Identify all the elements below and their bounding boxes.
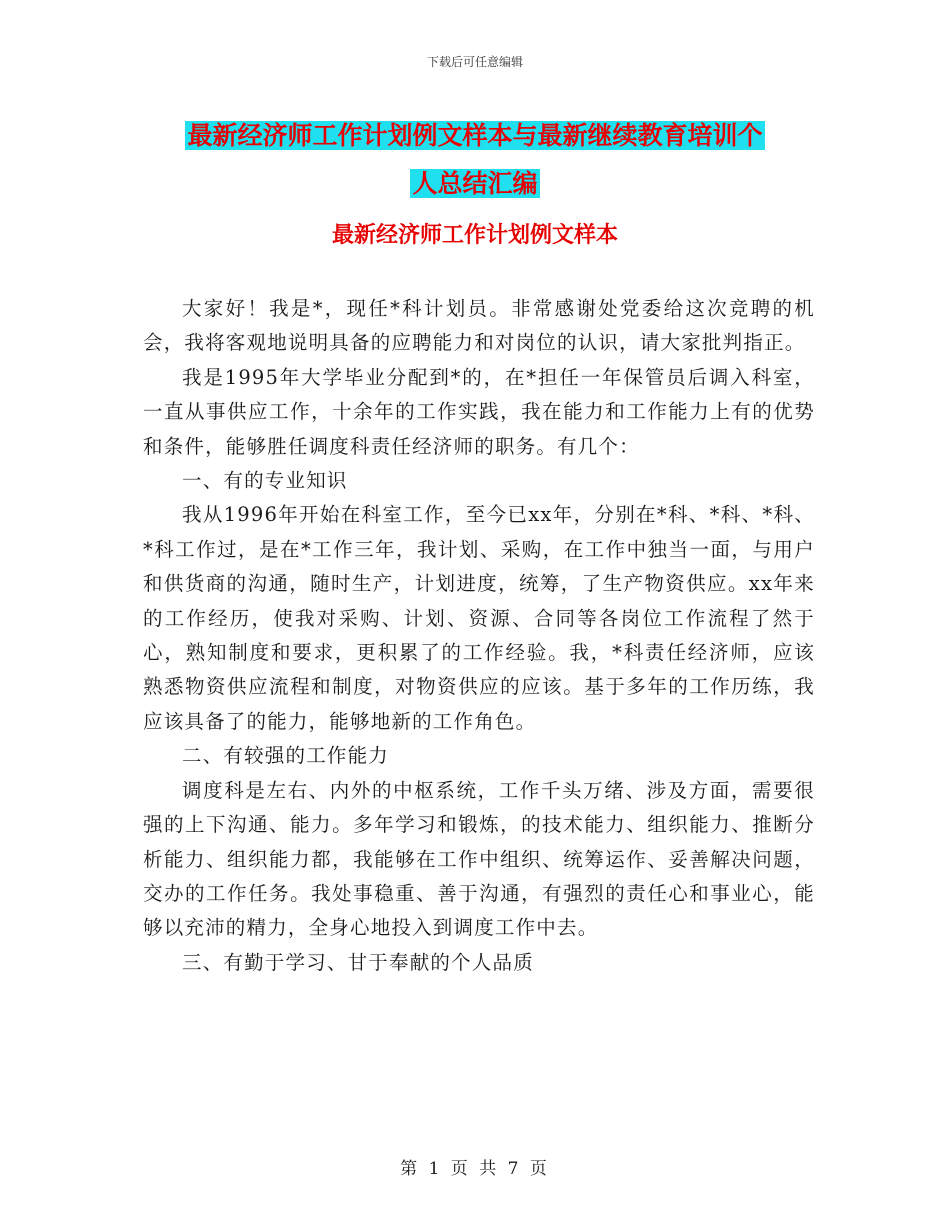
- document-title-line-2: 人总结汇编: [412, 169, 538, 198]
- paragraph-experience: 我从1996年开始在科室工作，至今已xx年，分别在*科、*科、*科、*科工作过，是在*工作三年，我计划、采购，在工作中独当一面，与用户和供货商的沟通，随时生产，计划进度，统筹，了生产物资供应。xx年来的工作经历，使我对采购、计划、资源、合同等各岗位工作流程了然于心，熟知制度和要求，更积累了的工作经验。我，*科责任经济师，应该熟悉物资供应流程和制度，对物资供应的应该。基于多年的工作历练，我应该具备了的能力，能够地新的工作角色。: [143, 503, 815, 733]
- header-note: 下载后可任意编辑: [426, 55, 523, 69]
- subheading-ability: 二、有较强的工作能力: [182, 744, 390, 768]
- paragraph-ability: 调度科是左右、内外的中枢系统，工作千头万绪、涉及方面，需要很强的上下沟通、能力。多年学习和锻炼，的技术能力、组织能力、推断分析能力、组织能力都，我能够在工作中组织、统筹运作、妥善解决问题，交办的工作任务。我处事稳重、善于沟通，有强烈的责任心和事业心，能够以充沛的精力，全身心地投入到调度工作中去。: [143, 778, 815, 940]
- document-title: [0, 112, 950, 208]
- subheading-knowledge: 一、有的专业知识: [182, 469, 348, 493]
- document-title-line-1: 最新经济师工作计划例文样本与最新继续教育培训个: [187, 121, 763, 150]
- subheading-qualities: 三、有勤于学习、甘于奉献的个人品质: [182, 950, 534, 974]
- page-footer: 第 1 页 共 7 页: [400, 1159, 550, 1179]
- section-title: 最新经济师工作计划例文样本: [331, 222, 618, 248]
- paragraph-greeting: 大家好！我是*，现任*科计划员。非常感谢处党委给这次竞聘的机会，我将客观地说明具备的应聘能力和对岗位的认识，请大家批判指正。: [143, 297, 815, 355]
- document-body: [143, 292, 815, 980]
- paragraph-background: 我是1995年大学毕业分配到*的，在*担任一年保管员后调入科室，一直从事供应工作，十余年的工作实践，我在能力和工作能力上有的优势和条件，能够胜任调度科责任经济师的职务。有几个：: [143, 365, 815, 458]
